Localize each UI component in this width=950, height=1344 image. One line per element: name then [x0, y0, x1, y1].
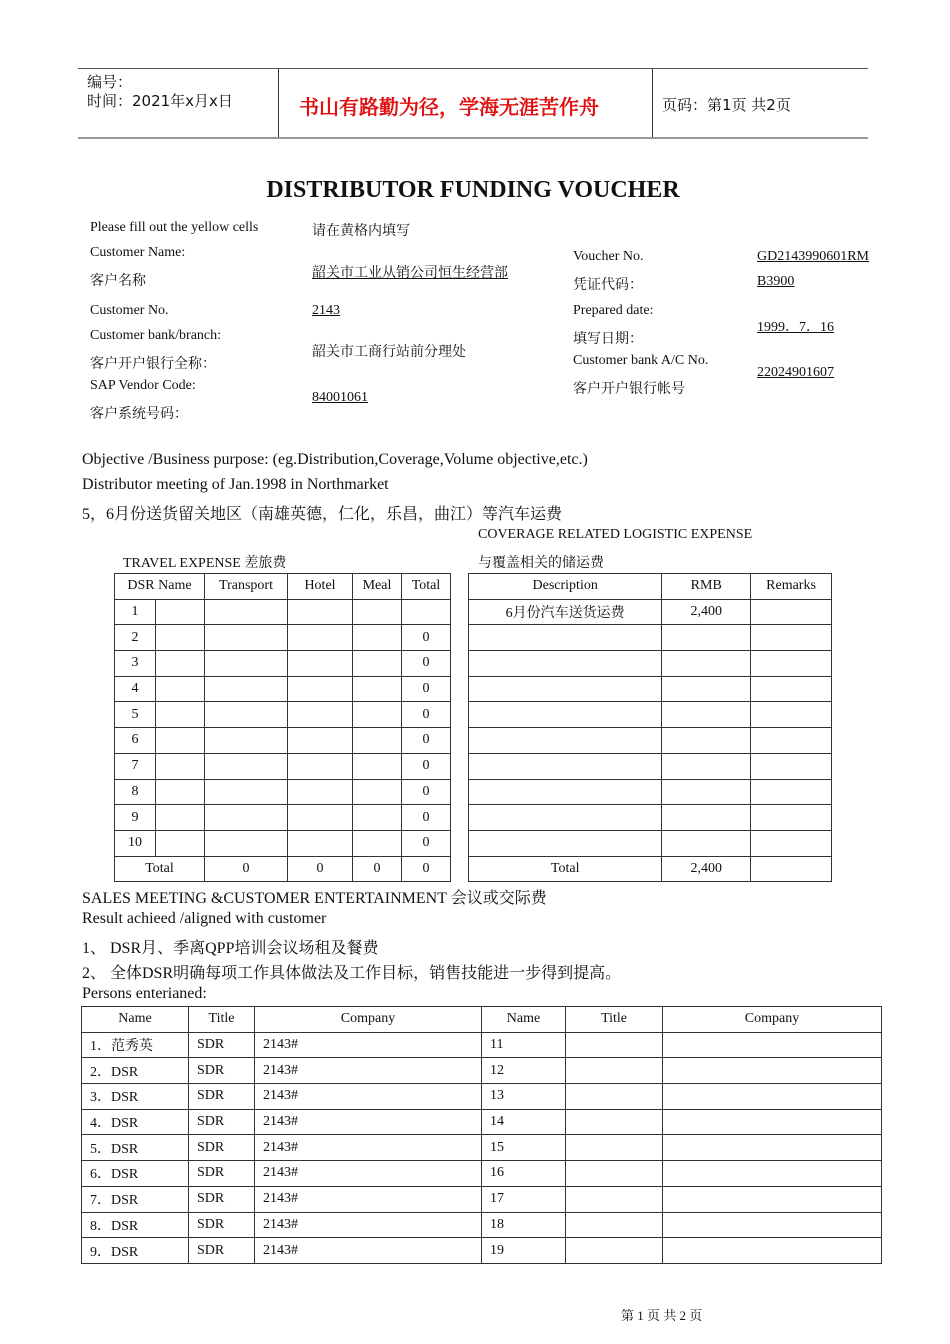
table-cell [353, 830, 402, 856]
table-cell: Total [469, 856, 662, 882]
table-cell [205, 779, 288, 805]
date-value: 1999．7．16 [757, 320, 834, 335]
table-cell [566, 1186, 663, 1212]
table-cell [469, 651, 662, 677]
table-cell: 0 [402, 676, 451, 702]
table-cell [156, 753, 205, 779]
table-cell: 2143# [255, 1084, 482, 1110]
table-cell: 2143# [255, 1238, 482, 1264]
fill-note-en: Please fill out the yellow cells [90, 220, 259, 235]
table-cell: 5 [115, 702, 156, 728]
table-cell: SDR [189, 1161, 255, 1187]
table-cell: SDR [189, 1212, 255, 1238]
table-cell [205, 728, 288, 754]
table-cell [751, 753, 832, 779]
table-cell: DSR Name [115, 574, 205, 600]
table-cell [663, 1109, 882, 1135]
table-cell: 2,400 [662, 856, 751, 882]
table-cell [751, 651, 832, 677]
sap-label-en: SAP Vendor Code: [90, 378, 196, 393]
table-cell [205, 599, 288, 625]
table-cell: 3．DSR [82, 1084, 189, 1110]
table-row [115, 753, 451, 779]
table-cell: Name [82, 1007, 189, 1033]
acct-label-en: Customer bank A/C No. [573, 353, 709, 368]
table-cell: 14 [482, 1109, 566, 1135]
table-cell [156, 805, 205, 831]
table-cell [751, 830, 832, 856]
coverage-title-cn: 与覆盖相关的储运费 [478, 556, 604, 571]
table-cell [469, 753, 662, 779]
table-cell [663, 1084, 882, 1110]
table-cell [402, 599, 451, 625]
table-cell: 1 [115, 599, 156, 625]
table-row [82, 1058, 882, 1084]
table-cell [751, 805, 832, 831]
table-cell [288, 805, 353, 831]
objective-label: Objective /Business purpose: (eg.Distribution,Coverage,Volume objective,etc.) [82, 451, 588, 468]
objective-line-2: 5，6月份送货留关地区（南雄英德，仁化，乐昌，曲江）等汽车运费 [82, 506, 563, 523]
table-row [469, 805, 832, 831]
table-cell [353, 728, 402, 754]
motto: 书山有路勤为径，学海无涯苦作舟 [299, 95, 599, 119]
bank-value: 韶关市工商行站前分理处 [312, 345, 466, 360]
table-row [82, 1135, 882, 1161]
table-cell [566, 1084, 663, 1110]
table-cell: 12 [482, 1058, 566, 1084]
table-cell [663, 1058, 882, 1084]
table-cell: Total [402, 574, 451, 600]
table-cell [566, 1032, 663, 1058]
table-cell: SDR [189, 1058, 255, 1084]
table-cell [469, 702, 662, 728]
table-row [115, 702, 451, 728]
table-row [469, 625, 832, 651]
table-cell [288, 779, 353, 805]
table-cell: 0 [402, 702, 451, 728]
table-cell: 8．DSR [82, 1212, 189, 1238]
table-cell: 0 [402, 651, 451, 677]
table-cell [751, 676, 832, 702]
table-row [82, 1238, 882, 1264]
sap-value: 84001061 [312, 390, 368, 405]
sales-title: SALES MEETING &CUSTOMER ENTERTAINMENT 会议或交际费 [82, 890, 547, 907]
table-cell: Company [255, 1007, 482, 1033]
table-cell: 8 [115, 779, 156, 805]
table-cell [662, 753, 751, 779]
table-cell: SDR [189, 1135, 255, 1161]
table-cell: SDR [189, 1084, 255, 1110]
table-cell [663, 1135, 882, 1161]
table-cell: 0 [205, 856, 288, 882]
voucher-value-2: B3900 [757, 274, 795, 289]
table-row [469, 728, 832, 754]
table-cell [566, 1161, 663, 1187]
table-cell [566, 1109, 663, 1135]
table-row [82, 1032, 882, 1058]
table-cell [156, 676, 205, 702]
table-cell: Title [189, 1007, 255, 1033]
table-cell: Remarks [751, 574, 832, 600]
page-header [78, 68, 868, 139]
table-row [115, 779, 451, 805]
sales-result: Result achieed /aligned with customer [82, 910, 327, 927]
sap-label-cn: 客户系统号码： [90, 407, 188, 422]
table-cell [156, 702, 205, 728]
travel-title: TRAVEL EXPENSE 差旅费 [123, 556, 287, 571]
table-cell [288, 625, 353, 651]
table-cell [353, 625, 402, 651]
table-row [115, 728, 451, 754]
objective-line-1: Distributor meeting of Jan.1998 in Northmarket [82, 476, 389, 493]
table-cell [156, 779, 205, 805]
table-cell [662, 805, 751, 831]
coverage-expense-table [468, 573, 832, 882]
table-cell: 7．DSR [82, 1186, 189, 1212]
table-cell: 2143# [255, 1135, 482, 1161]
voucher-label-en: Voucher No. [573, 249, 644, 264]
table-total-row [469, 856, 832, 882]
table-row [82, 1161, 882, 1187]
table-cell: 7 [115, 753, 156, 779]
customer-name-label-en: Customer Name: [90, 245, 186, 260]
table-cell [663, 1238, 882, 1264]
table-cell: Meal [353, 574, 402, 600]
table-cell [156, 728, 205, 754]
table-cell: Description [469, 574, 662, 600]
table-header-row [82, 1007, 882, 1033]
table-cell [663, 1032, 882, 1058]
table-cell [469, 779, 662, 805]
table-cell: Name [482, 1007, 566, 1033]
table-cell [156, 651, 205, 677]
table-cell: 2143# [255, 1212, 482, 1238]
customer-no-value: 2143 [312, 303, 340, 318]
table-header-row [115, 574, 451, 600]
table-cell [662, 702, 751, 728]
coverage-title-en: COVERAGE RELATED LOGISTIC EXPENSE [478, 527, 753, 542]
table-cell: 0 [402, 830, 451, 856]
table-cell [751, 599, 832, 625]
table-cell [205, 625, 288, 651]
table-cell: 6．DSR [82, 1161, 189, 1187]
table-cell: Title [566, 1007, 663, 1033]
table-cell [353, 651, 402, 677]
table-cell [288, 676, 353, 702]
table-cell [288, 702, 353, 728]
table-cell [662, 728, 751, 754]
table-row [82, 1186, 882, 1212]
table-cell: 3 [115, 651, 156, 677]
table-cell [662, 779, 751, 805]
table-cell: 19 [482, 1238, 566, 1264]
table-cell: SDR [189, 1032, 255, 1058]
table-row [115, 805, 451, 831]
table-cell [353, 779, 402, 805]
table-cell: 16 [482, 1161, 566, 1187]
table-cell: 0 [402, 805, 451, 831]
table-cell [288, 599, 353, 625]
table-cell: 0 [402, 625, 451, 651]
table-cell [156, 625, 205, 651]
table-cell: 10 [115, 830, 156, 856]
table-cell [662, 625, 751, 651]
table-cell [288, 830, 353, 856]
table-cell: 13 [482, 1084, 566, 1110]
table-cell: 2,400 [662, 599, 751, 625]
voucher-label-cn: 凭证代码： [573, 278, 643, 293]
table-cell [353, 753, 402, 779]
table-cell [751, 625, 832, 651]
table-cell: 1．范秀英 [82, 1032, 189, 1058]
table-cell: 15 [482, 1135, 566, 1161]
table-header-row [469, 574, 832, 600]
fill-note-cn: 请在黄格内填写 [312, 224, 410, 239]
table-row [82, 1109, 882, 1135]
table-row [469, 599, 832, 625]
table-cell [662, 676, 751, 702]
table-cell: 2143# [255, 1109, 482, 1135]
table-cell: Hotel [288, 574, 353, 600]
table-cell [156, 599, 205, 625]
travel-expense-table [114, 573, 451, 882]
table-cell [566, 1238, 663, 1264]
table-cell: RMB [662, 574, 751, 600]
table-cell: SDR [189, 1109, 255, 1135]
date-label-cn: 填写日期： [573, 332, 643, 347]
voucher-value-1: GD2143990601RM [757, 249, 870, 264]
table-row [115, 625, 451, 651]
table-row [469, 676, 832, 702]
table-cell [566, 1135, 663, 1161]
table-cell [469, 676, 662, 702]
table-cell: 2．DSR [82, 1058, 189, 1084]
table-cell [353, 702, 402, 728]
table-cell [662, 830, 751, 856]
table-cell: 0 [288, 856, 353, 882]
table-total-row [115, 856, 451, 882]
table-cell [205, 805, 288, 831]
table-cell: 0 [353, 856, 402, 882]
table-cell: Transport [205, 574, 288, 600]
persons-label: Persons enterianed: [82, 985, 207, 1002]
table-cell [469, 830, 662, 856]
table-cell [663, 1161, 882, 1187]
table-cell: 2143# [255, 1032, 482, 1058]
table-cell [662, 651, 751, 677]
bank-label-en: Customer bank/branch: [90, 328, 222, 343]
customer-no-label: Customer No. [90, 303, 169, 318]
sales-item-2: 2、 全体DSR明确每项工作具体做法及工作目标，销售技能进一步得到提高。 [82, 965, 622, 982]
table-cell [205, 651, 288, 677]
table-cell: 0 [402, 753, 451, 779]
table-cell: 17 [482, 1186, 566, 1212]
table-row [82, 1084, 882, 1110]
table-cell [469, 625, 662, 651]
customer-name-label-cn: 客户名称 [90, 274, 146, 289]
table-cell: SDR [189, 1238, 255, 1264]
acct-value: 22024901607 [757, 365, 834, 380]
table-row [469, 779, 832, 805]
table-cell: 6 [115, 728, 156, 754]
table-cell [205, 702, 288, 728]
table-row [469, 651, 832, 677]
number-label: 编号： [87, 73, 133, 91]
table-cell [663, 1186, 882, 1212]
table-cell: 2143# [255, 1161, 482, 1187]
table-cell: 18 [482, 1212, 566, 1238]
persons-table [81, 1006, 882, 1264]
table-cell: 6月份汽车送货运费 [469, 599, 662, 625]
date-label-en: Prepared date: [573, 303, 654, 318]
table-cell: 2 [115, 625, 156, 651]
table-cell [353, 599, 402, 625]
table-cell [205, 753, 288, 779]
table-cell: 4 [115, 676, 156, 702]
table-cell [288, 651, 353, 677]
table-cell [353, 676, 402, 702]
page-footer: 第 1 页 共 2 页 [621, 1308, 703, 1323]
table-cell [205, 830, 288, 856]
table-cell [205, 676, 288, 702]
table-cell: 0 [402, 779, 451, 805]
table-cell [288, 728, 353, 754]
bank-label-cn: 客户开户银行全称： [90, 357, 216, 372]
table-row [469, 753, 832, 779]
table-cell: 4．DSR [82, 1109, 189, 1135]
table-cell: 5．DSR [82, 1135, 189, 1161]
table-row [82, 1212, 882, 1238]
table-cell [751, 779, 832, 805]
table-cell: SDR [189, 1186, 255, 1212]
table-cell: 0 [402, 728, 451, 754]
table-row [469, 830, 832, 856]
table-cell [469, 805, 662, 831]
table-cell [156, 830, 205, 856]
table-cell: 9．DSR [82, 1238, 189, 1264]
table-row [115, 830, 451, 856]
table-row [115, 599, 451, 625]
table-cell [751, 856, 832, 882]
table-cell: 11 [482, 1032, 566, 1058]
table-row [469, 702, 832, 728]
time-label: 时间：2021年x月x日 [87, 92, 233, 110]
table-row [115, 676, 451, 702]
customer-name-value: 韶关市工业从销公司恒生经营部 [312, 266, 508, 281]
table-cell: 2143# [255, 1186, 482, 1212]
page-title: DISTRIBUTOR FUNDING VOUCHER [266, 177, 680, 203]
table-cell [663, 1212, 882, 1238]
table-cell [751, 702, 832, 728]
table-cell [566, 1058, 663, 1084]
table-cell [353, 805, 402, 831]
table-cell: 9 [115, 805, 156, 831]
table-cell [469, 728, 662, 754]
page-label: 页码：第1页 共2页 [662, 96, 791, 114]
table-cell [566, 1212, 663, 1238]
table-cell: 2143# [255, 1058, 482, 1084]
table-row [115, 651, 451, 677]
acct-label-cn: 客户开户银行帐号 [573, 382, 685, 397]
table-cell [751, 728, 832, 754]
table-cell: 0 [402, 856, 451, 882]
table-cell [288, 753, 353, 779]
table-cell: Company [663, 1007, 882, 1033]
table-cell: Total [115, 856, 205, 882]
sales-item-1: 1、 DSR月、季离QPP培训会议场租及餐费 [82, 940, 379, 957]
